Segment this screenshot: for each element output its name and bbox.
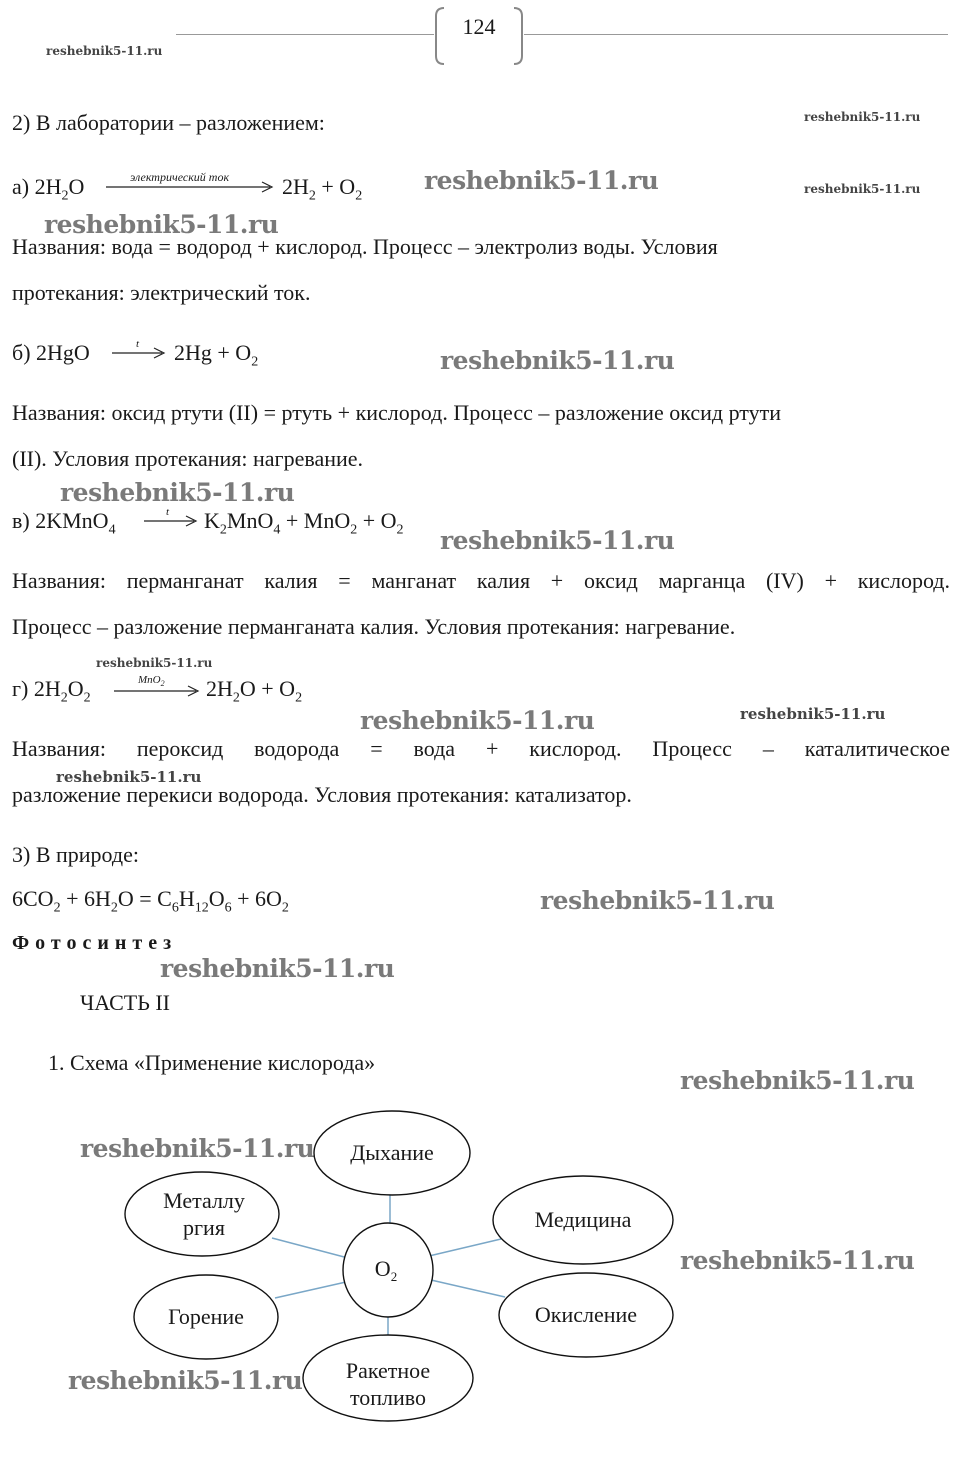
part-title: ЧАСТЬ II xyxy=(80,990,170,1015)
watermark-large: reshebnik5-11.ru xyxy=(540,886,775,915)
watermark-large: reshebnik5-11.ru xyxy=(160,954,395,983)
label-breathing: Дыхание xyxy=(350,1140,434,1165)
list-item-1: 1. Схема «Применение кислорода» xyxy=(48,1050,376,1075)
names-a-line1: Названия: вода = водород + кислород. Процесс – электролиз воды. Условия xyxy=(12,234,718,259)
section-title-nature: 3) В природе: xyxy=(12,842,139,867)
products-a: $2H_2 + O_2$ xyxy=(282,174,363,204)
photosynthesis-equation: $6CO_2 + 6H_2O = C_6H_{12}O_6 + 6O_2$ xyxy=(12,886,289,916)
label-medicine: Медицина xyxy=(534,1207,632,1232)
watermark-large: reshebnik5-11.ru xyxy=(680,1246,915,1275)
watermark-large: reshebnik5-11.ru xyxy=(440,526,675,555)
watermark-small: reshebnik5-11.ru xyxy=(804,110,921,124)
names-v-line2: Процесс – разложение перманганата калия. Условия протекания: нагревание. xyxy=(12,614,736,639)
watermark-large: reshebnik5-11.ru xyxy=(360,706,595,735)
watermark-small: reshebnik5-11.ru xyxy=(804,182,921,196)
names-a-line2: протекания: электрический ток. xyxy=(12,280,311,305)
equation-v-products: $K_2MnO_4 + MnO_2 + O_2$ xyxy=(204,508,404,538)
label-center-oxygen: $O_2$ xyxy=(374,1256,398,1284)
equation-a: а) $2H_2O$ xyxy=(12,174,85,204)
names-g-line2: разложение перекиси водорода. Условия протекания: катализатор. xyxy=(12,782,632,807)
names-v-line1: Названия: перманганат калия = манганат калия + оксид марганца (IV) + кислород. xyxy=(12,568,950,593)
label-metallurgy-2: ргия xyxy=(183,1215,225,1240)
arrow-label-b: t xyxy=(136,338,140,350)
reaction-arrow-g xyxy=(112,684,202,698)
connector-burning xyxy=(275,1282,346,1298)
watermark-large: reshebnik5-11.ru xyxy=(424,166,659,195)
arrow-label-v: t xyxy=(166,506,170,518)
oxygen-applications-diagram xyxy=(0,1100,958,1440)
names-b-line2: (II). Условия протекания: нагревание. xyxy=(12,446,364,471)
header-site-label: reshebnik5-11.ru xyxy=(46,44,163,58)
connector-metallurgy xyxy=(272,1238,348,1258)
reaction-arrow-a xyxy=(104,180,276,194)
watermark-large: reshebnik5-11.ru xyxy=(680,1066,915,1095)
watermark-large: reshebnik5-11.ru xyxy=(60,478,295,507)
label-oxidation: Окисление xyxy=(534,1302,638,1327)
names-g-line1: Названия: пероксид водорода = вода + кислород. Процесс – каталитическое xyxy=(12,736,950,761)
watermark-large: reshebnik5-11.ru xyxy=(44,210,279,239)
label-burning: Горение xyxy=(168,1304,244,1329)
process-name: Фотосинтез xyxy=(12,932,178,954)
reaction-arrow-b xyxy=(110,346,168,360)
watermark-small: reshebnik5-11.ru xyxy=(740,705,886,723)
reaction-arrow-v xyxy=(142,514,200,528)
equation-b-reactant: б) 2HgO xyxy=(12,340,90,365)
page-number: 124 xyxy=(462,14,496,39)
label-metallurgy-1: Металлу xyxy=(163,1188,245,1213)
arrow-label-g: MnO$_2$ xyxy=(138,674,165,689)
equation-v-reactant: в) 2KMnO$_4$ xyxy=(12,508,116,538)
label-rocket-1: Ракетное xyxy=(345,1358,431,1383)
header-rule-right xyxy=(524,34,948,35)
watermark-large: reshebnik5-11.ru xyxy=(440,346,675,375)
connector-medicine xyxy=(429,1239,501,1256)
equation-g-reactant: г) $2H_2O_2$ xyxy=(12,676,91,706)
section-title-lab: 2) В лаборатории – разложением: xyxy=(12,110,325,135)
watermark-small: reshebnik5-11.ru xyxy=(56,768,202,786)
header-rule-left xyxy=(176,34,434,35)
watermark-large: reshebnik5-11.ru xyxy=(80,1134,315,1163)
label-rocket-2: топливо xyxy=(349,1385,427,1410)
equation-b-products: $2Hg + O_2$ xyxy=(174,340,259,370)
watermark-large: reshebnik5-11.ru xyxy=(68,1366,303,1395)
connector-oxidation xyxy=(431,1280,505,1297)
node-metallurgy xyxy=(125,1172,279,1256)
arrow-label-a: электрический ток xyxy=(130,170,230,184)
names-b-line1: Названия: оксид ртути (II) = ртуть + кислород. Процесс – разложение оксид ртути xyxy=(12,400,782,425)
equation-g-products: $2H_2O + O_2$ xyxy=(206,676,303,706)
watermark-small: reshebnik5-11.ru xyxy=(96,656,213,670)
